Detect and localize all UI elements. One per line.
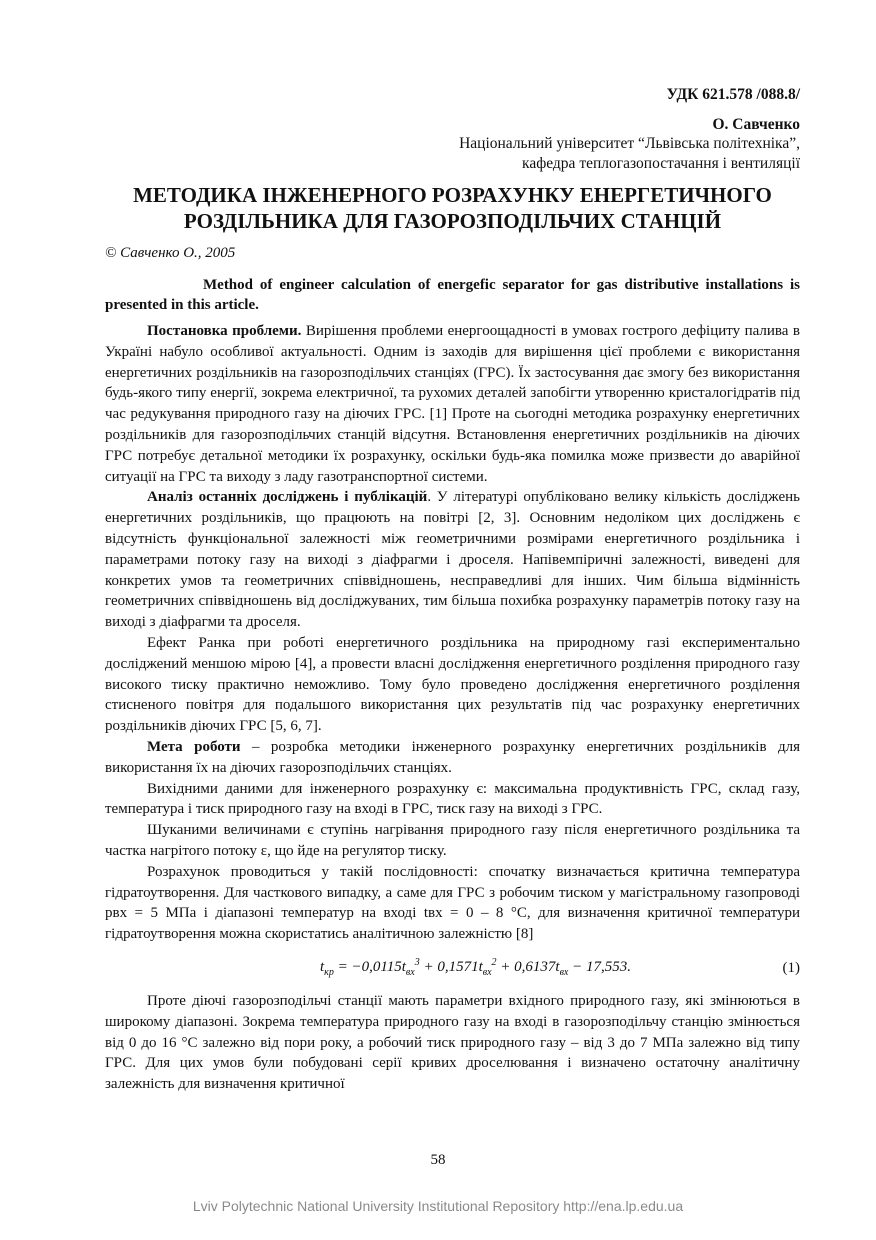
paragraph <box>105 321 800 487</box>
abstract: Method of engineer calculation of energefic separator for gas distributive installations is presented in this article. <box>105 277 800 313</box>
paragraph <box>105 991 800 1095</box>
paragraph-text: Проте діючі газорозподільчі станції мають параметри вхідного природного газу, які змінюються в широкому діапазоні. Зокрема температура природного газу на вході в газорозподільчу станцію змінюється від 0 до 16 °С залежно від пори року, а робочий тиск природного газу – від 3 до 7 МПа залежно від типу ГРС. Для цих умов були побудовані серії кривих дроселювання і визначено остаточну аналітичну залежність для визначення критичної <box>105 992 800 1093</box>
repository-footer: Lviv Polytechnic National University Institutional Repository http://ena.lp.edu.ua <box>192 1198 684 1214</box>
affiliation <box>459 134 800 174</box>
paragraph-text: Шуканими величинами є ступінь нагрівання природного газу після енергетичного роздільника та частка нагрітого потоку ε, що йде на регулятор тиску. <box>105 822 800 859</box>
paragraph <box>105 737 800 779</box>
title-line-2: РОЗДІЛЬНИКА ДЛЯ ГАЗОРОЗПОДІЛЬЧИХ СТАНЦІЙ <box>183 209 722 233</box>
udc-code: УДК 621.578 /088.8/ <box>666 86 800 103</box>
equation-number: (1) <box>782 959 800 976</box>
section-heading: Мета роботи <box>147 738 241 755</box>
paragraph-text: Ефект Ранка при роботі енергетичного роздільника на природному газі експериментально досліджений меншою мірою [4], а провести власні дослідження енергетичного розділення природного газу високого тиску практично неможливо. Тому було проведено дослідження енергетичного розділення стисненого повітря для подальшого використання цих результатів під час розрахунку енергетичних роздільників діючих ГРС [5, 6, 7]. <box>105 634 800 735</box>
equation-1 <box>105 945 800 991</box>
equation-body: $t_{кр} = -0,0115t_{вх}^3 + 0,1571t_{вх}^2 + 0,6137t_{вх} - 17,553$. <box>320 956 631 978</box>
paragraph <box>105 820 800 862</box>
body-text <box>105 321 800 1095</box>
paper-title <box>105 182 800 234</box>
affiliation-university: Національний університет “Львівська політехніка”, <box>459 135 800 152</box>
paragraph <box>105 779 800 821</box>
section-heading: Постановка проблеми. <box>147 323 302 339</box>
paragraph-text: – розробка методики інженерного розрахунку енергетичних роздільників для використання їх на діючих газорозподільчих станціях. <box>105 738 800 776</box>
section-heading: Аналіз останніх досліджень і публікацій <box>147 489 428 506</box>
title-line-1: МЕТОДИКА ІНЖЕНЕРНОГО РОЗРАХУНКУ ЕНЕРГЕТИЧНОГО <box>133 183 772 207</box>
paragraph-text: . У літературі опубліковано велику кількість досліджень енергетичних роздільників, що працюють на повітрі [2, 3]. Основним недоліком цих досліджень є відсутність функціональної залежності між геометричними розмірами енергетичного роздільника і параметрами потоку газу на виході з діафрагми і дроселя. Напівемпіричні залежності, виведені для конкретих умов та геометричних співвідношень, несправедливі для інших. Чим більша відмінність геометричних співвідношень від досліджуваних, тим більша похибка розрахунку параметрів потоку газу на виході з діафрагми та дроселя. <box>105 489 800 631</box>
paragraph-text: Розрахунок проводиться у такій послідовності: спочатку визначається критична температура гідратоутворення. Для часткового випадку, а саме для ГРС з робочим тиском у магістральному газопроводі pвх = 5 МПа і діапазоні температур на вході tвх = 0 – 8 °С, для визначення критичної температури гідратоутворення можна скористатись аналітичною залежністю [8] <box>105 863 800 943</box>
paragraph-text: Вирішення проблеми енергоощадності в умовах гострого дефіциту палива в Україні набуло особливої актуальності. Одним із заходів для вирішення цієї проблеми є використання енергетичних роздільників на газорозподільчих станціях (ГРС). Їх застосування дає змогу без використання будь-якого типу енергії, зокрема електричної, та рухомих деталей запобігти утворенню кристалогідратів під час редукування природного газу на діючих ГРС. [1] Проте на сьогодні методика розрахунку енергетичних роздільників для газорозподільчих станцій відсутня. Встановлення енергетичних роздільників на діючих ГРС потребує детальної методики їх розрахунку, оскільки будь-яка помилка може призвести до аварійної ситуації на ГРС та виходу з ладу газотранспортної системи. <box>105 323 800 485</box>
paragraph <box>105 487 800 633</box>
copyright: © Савченко О., 2005 <box>105 245 236 261</box>
affiliation-department: кафедра теплогазопостачання і вентиляції <box>522 155 800 172</box>
paragraph <box>105 633 800 737</box>
paragraph <box>105 862 800 945</box>
author-name: О. Савченко <box>712 116 800 133</box>
paragraph-text: Вихідними даними для інженерного розрахунку є: максимальна продуктивність ГРС, склад газу, температура і тиск природного газу на вході в ГРС, тиск газу на виході з ГРС. <box>105 780 800 818</box>
page-number: 58 <box>430 1152 446 1168</box>
